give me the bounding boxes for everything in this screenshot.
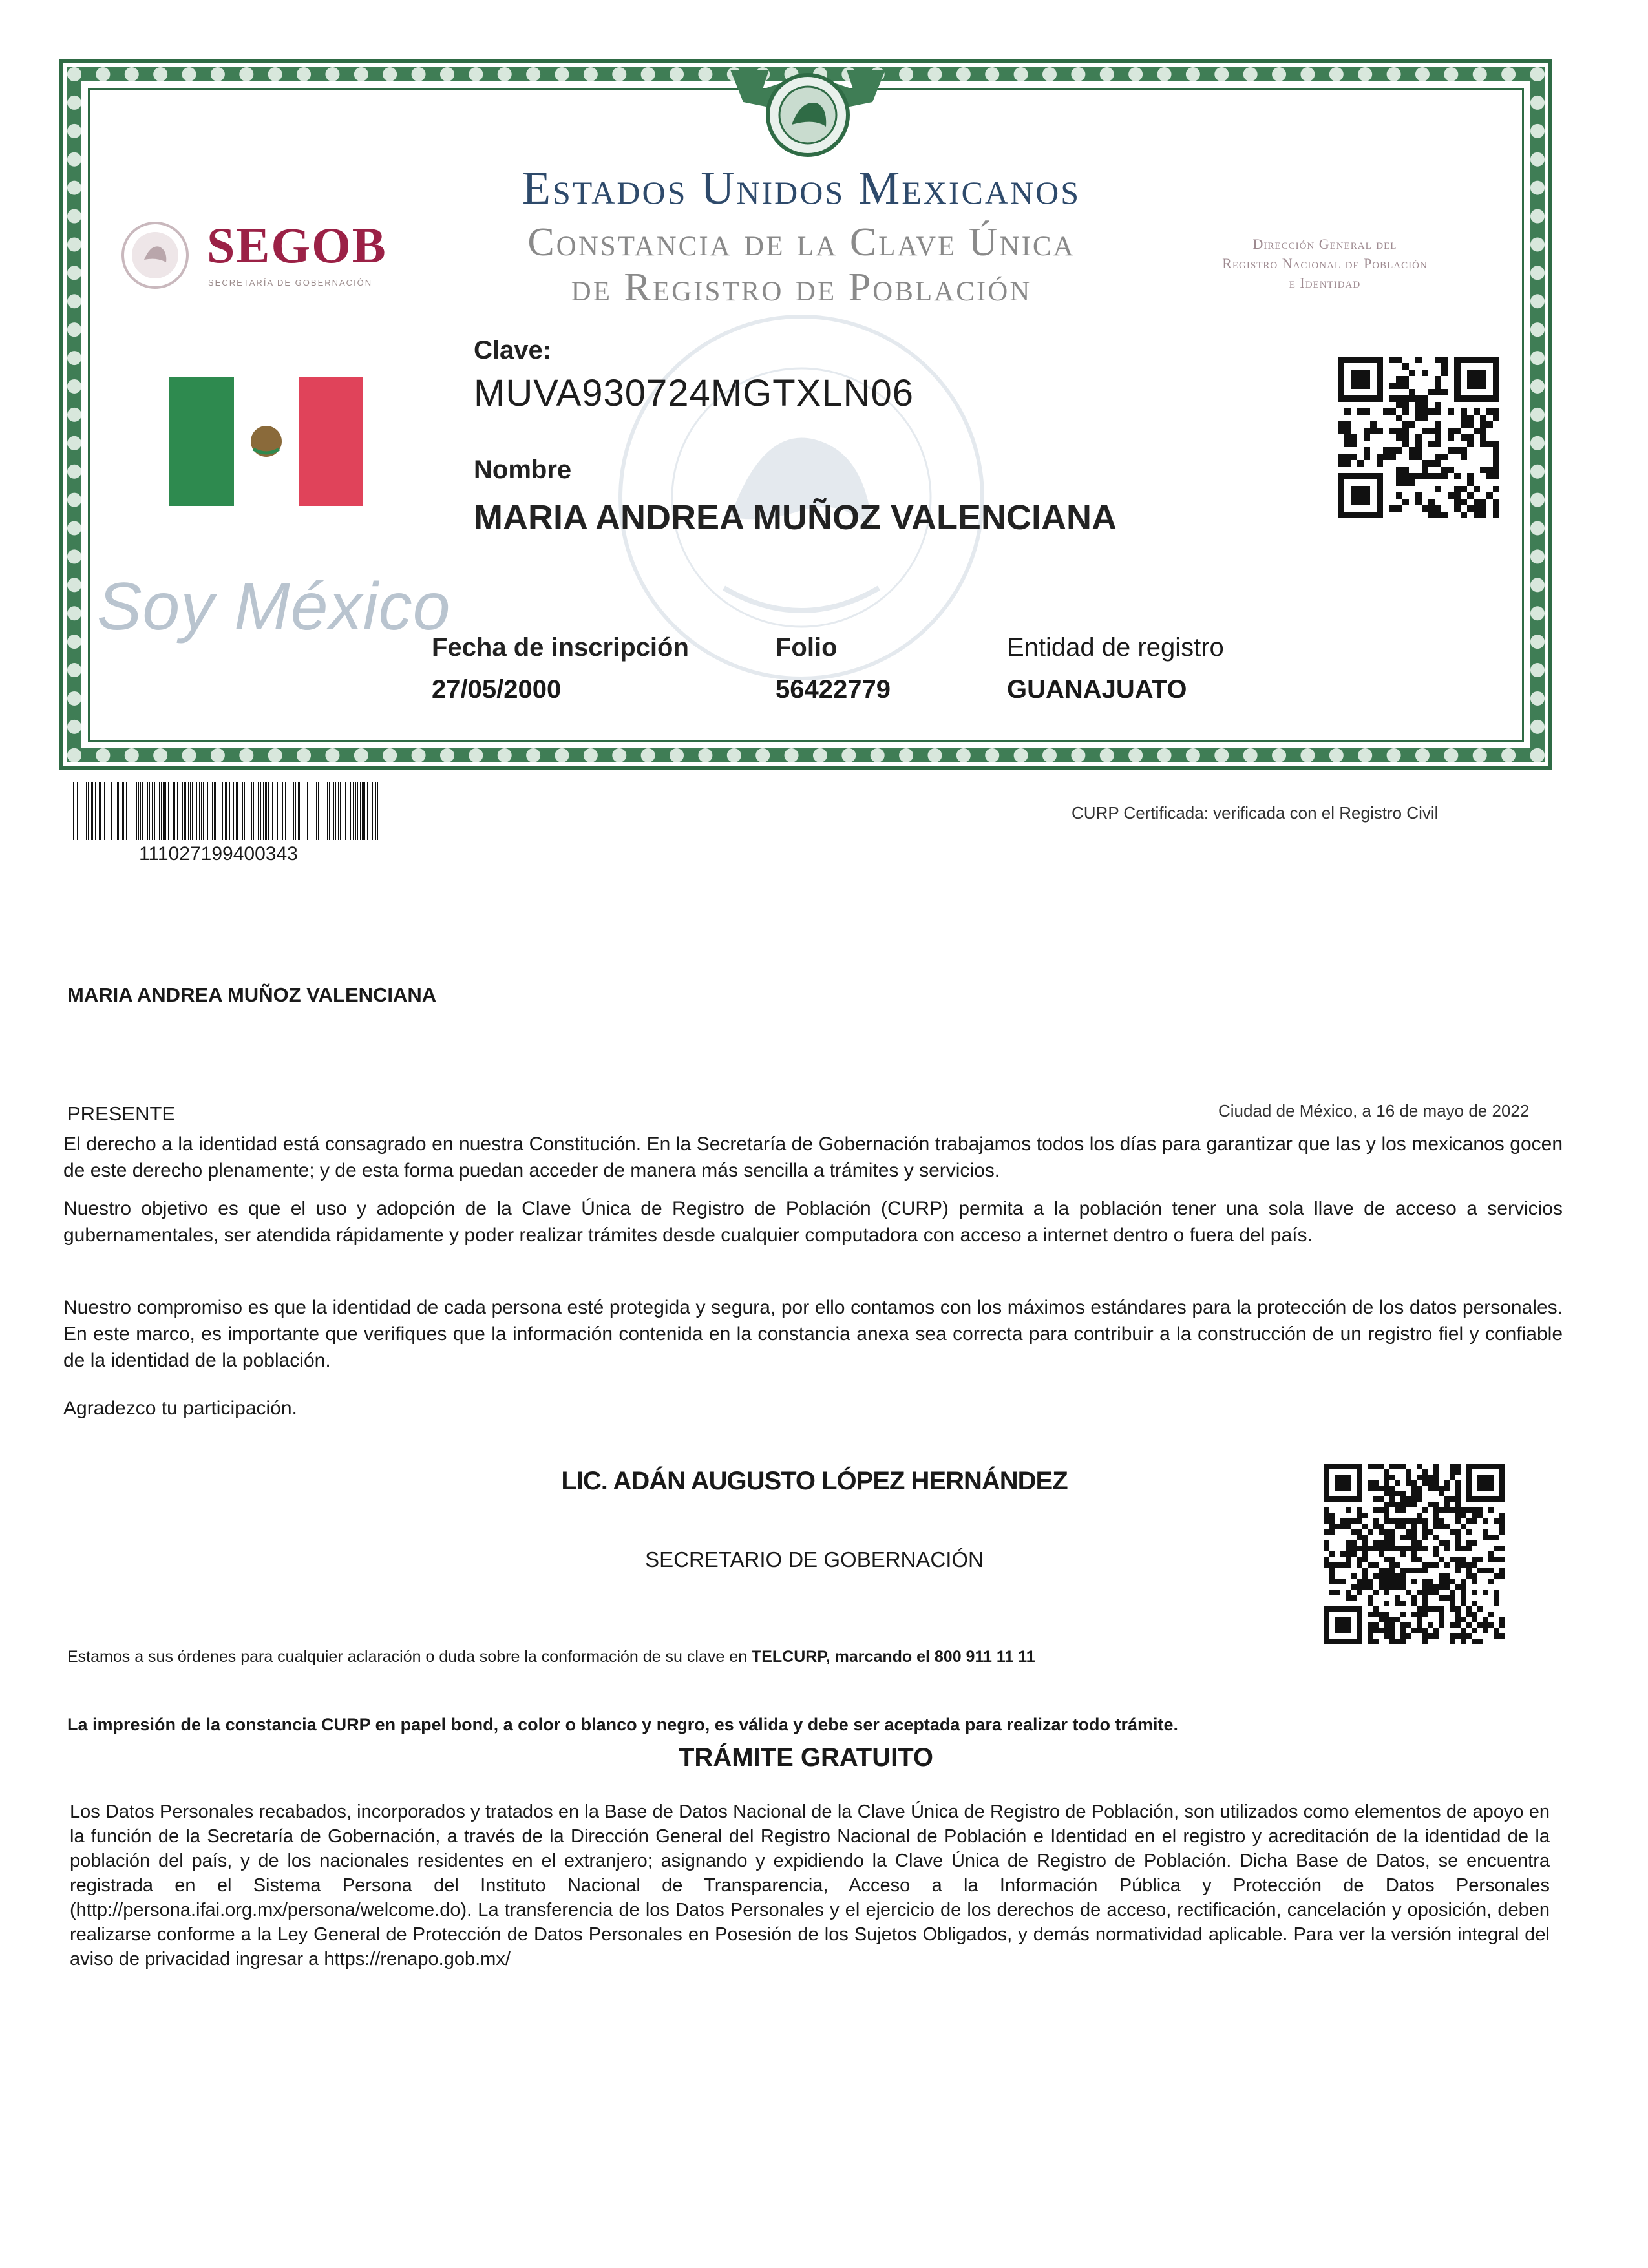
direction-line-2: Registro Nacional de Población — [1222, 255, 1428, 271]
clave-label: Clave: — [474, 336, 552, 364]
telcurp-notice — [67, 1648, 1035, 1666]
paragraph-2: Nuestro objetivo es que el uso y adopción de la Clave Única de Registro de Población (CURP) permita a la población tener una sola llave de acceso a servicios gubernamentales, ser atendida rápidamente y poder realizar trámites desde cualquier computadora con acceso a internet dentro o fuera del país. — [63, 1198, 1563, 1246]
direction-line-3: e Identidad — [1289, 275, 1361, 291]
entidad-registro-value: GUANAJUATO — [1007, 675, 1187, 704]
certificate-title: Estados Unidos Mexicanos — [522, 162, 1081, 214]
recipient-name: MARIA ANDREA MUÑOZ VALENCIANA — [67, 983, 437, 1006]
telcurp-number: TELCURP, marcando el 800 911 11 11 — [751, 1648, 1035, 1666]
nombre-label: Nombre — [474, 456, 572, 484]
nombre-value: MARIA ANDREA MUÑOZ VALENCIANA — [474, 498, 1117, 537]
letter-date: Ciudad de México, a 16 de mayo de 2022 — [1218, 1101, 1530, 1120]
segob-subtitle: SECRETARÍA DE GOBERNACIÓN — [208, 278, 373, 288]
fecha-inscripcion-value: 27/05/2000 — [432, 675, 562, 704]
curp-certified-note: CURP Certificada: verificada con el Registro Civil — [1072, 803, 1439, 823]
paragraph-1: El derecho a la identidad está consagrado en nuestra Constitución. En la Secretaría de Gobernación trabajamos todos los días para garantizar que las y los mexicanos gocen de este derecho plenamente; y de esta forma puedan acceder de manera más sencilla a trámites y servicios. — [63, 1133, 1563, 1181]
certificate-subtitle-line2: de Registro de Población — [571, 266, 1032, 310]
fecha-inscripcion-label: Fecha de inscripción — [432, 633, 689, 662]
certificate-subtitle-line1: Constancia de la Clave Única — [527, 220, 1075, 264]
mexican-flag-icon — [169, 377, 363, 506]
coat-of-arms-icon — [724, 63, 892, 160]
watermark-crest-icon — [569, 284, 1034, 685]
segob-seal-icon — [120, 220, 191, 291]
folio-value: 56422779 — [776, 675, 891, 704]
clave-value: MUVA930724MGTXLN06 — [474, 372, 914, 414]
signer-name: LIC. ADÁN AUGUSTO LÓPEZ HERNÁNDEZ — [561, 1467, 1068, 1495]
barcode-icon — [70, 782, 380, 840]
direction-line-1: Dirección General del — [1252, 236, 1397, 252]
paragraph-3: Nuestro compromiso es que la identidad de cada persona esté protegida y segura, por ello contamos con los máximos estándares para la protección de los datos personales. En este marco, es importante que verifiques que la información contenida en la constancia anexa sea correcta para contribuir a la construcción de un registro fiel y confiable de la identidad de la población. — [63, 1297, 1563, 1371]
print-notice: La impresión de la constancia CURP en papel bond, a color o blanco y negro, es válida y debe ser aceptada para realizar todo trámite. — [67, 1715, 1179, 1734]
greeting: PRESENTE — [67, 1102, 176, 1125]
entidad-registro-label: Entidad de registro — [1007, 633, 1224, 662]
privacy-notice: Los Datos Personales recabados, incorporados y tratados en la Base de Datos Nacional de la Clave Única de Registro de Población, son utilizados como elementos de apoyo en la función de la Secretaría de Gobernación, a través de la Dirección General del Registro Nacional de Población e Identidad en el registro y acreditación de la identidad de la población del país, y de los nacionales residentes en el extranjero; asignando y expidiendo la Clave Única de Registro de Población. Dicha Base de Datos, se encuentra registrada en el Sistema Persona del Instituto Nacional de Transparencia, Acceso a la Información Pública y Protección de Datos Personales (http://persona.ifai.org.mx/persona/welcome.do). La transferencia de los Datos Personales y el ejercicio de los derechos de acceso, rectificación, cancelación y oposición, deben realizarse conforme a la Ley General de Protección de Datos Personales en Posesión de los Sujetos Obligados, y demás normatividad aplicable. Para ver la versión integral del aviso de privacidad ingresar a https://renapo.gob.mx/ — [70, 1801, 1550, 1969]
free-procedure: TRÁMITE GRATUITO — [679, 1743, 934, 1772]
qr-code-icon — [1338, 357, 1499, 518]
signer-position: SECRETARIO DE GOBERNACIÓN — [645, 1548, 984, 1571]
qr-code-signature-icon — [1324, 1464, 1505, 1644]
segob-logo: SEGOB — [207, 217, 387, 273]
telcurp-prefix: Estamos a sus órdenes para cualquier aclaración o duda sobre la conformación de su clave en — [67, 1648, 752, 1666]
folio-label: Folio — [776, 633, 838, 662]
closing: Agradezco tu participación. — [63, 1398, 297, 1419]
barcode-number: 111027199400343 — [139, 843, 298, 865]
slogan: Soy México — [97, 569, 451, 644]
